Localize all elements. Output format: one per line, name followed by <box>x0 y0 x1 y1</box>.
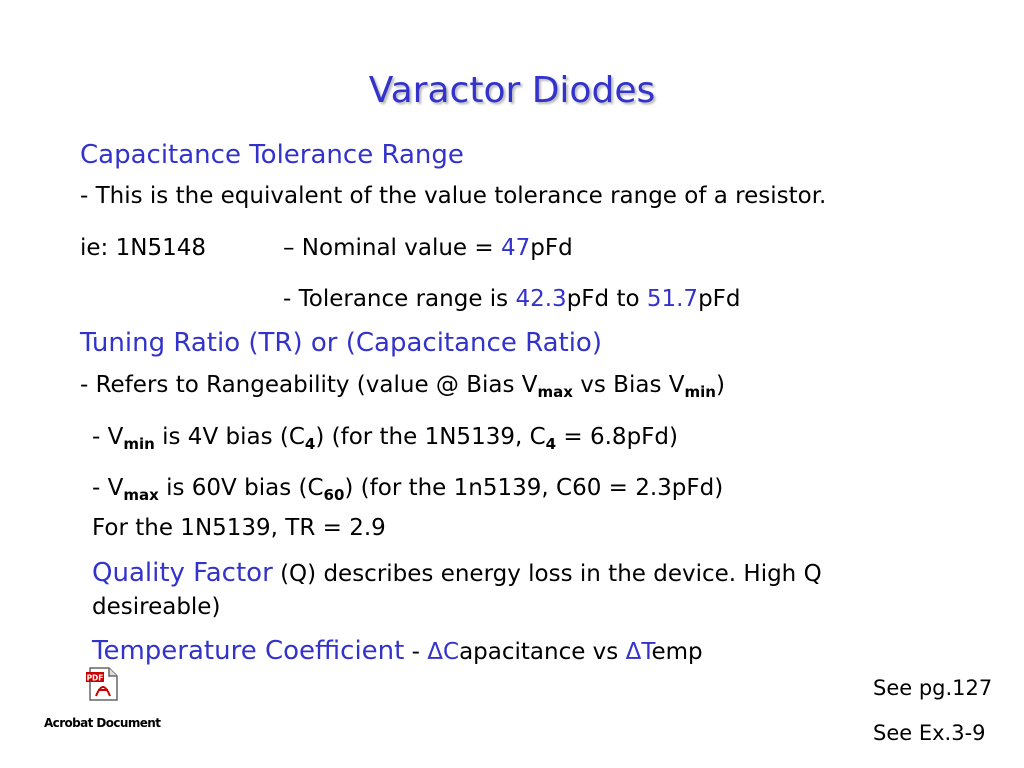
quality-description-continued: desireable) <box>92 594 221 620</box>
vmin-line <box>92 424 678 453</box>
temperature-coefficient-line <box>92 636 703 666</box>
slide-title: Varactor Diodes <box>368 70 656 111</box>
vmin-mid: is 4V bias (C <box>154 424 305 450</box>
example-label: ie: 1N5148 <box>80 235 206 261</box>
temperature-rest: emp <box>651 639 703 665</box>
tolerance-low: 42.3 <box>515 286 567 312</box>
vmax-end: ) (for the 1n5139, C60 = 2.3pFd) <box>344 475 724 501</box>
nominal-value-line <box>283 235 573 261</box>
vmin-prefix: - V <box>92 424 124 450</box>
quality-factor-line <box>92 558 822 588</box>
pdf-document-icon[interactable] <box>84 666 120 702</box>
temperature-coefficient-heading: Temperature Coefficient <box>92 636 405 666</box>
vmax-line <box>92 475 724 504</box>
refers-prefix: - Refers to Rangeability (value @ Bias V <box>80 372 538 398</box>
delta-symbol-capacitance: Δ <box>427 639 443 665</box>
see-page-reference: See pg.127 <box>873 676 993 700</box>
quality-factor-heading: Quality Factor <box>92 558 273 588</box>
tuning-ratio-result: For the 1N5139, TR = 2.9 <box>92 515 386 541</box>
tolerance-mid: pFd to <box>566 286 647 312</box>
refers-end: ) <box>715 372 725 398</box>
temperature-t: T <box>641 639 652 665</box>
refers-mid: vs Bias V <box>572 372 685 398</box>
temperature-dash: - <box>404 639 428 665</box>
nominal-value: 47 <box>500 235 531 261</box>
tuning-ratio-heading: Tuning Ratio (TR) or (Capacitance Ratio) <box>80 328 602 358</box>
capacitance-description: - This is the equivalent of the value tolerance range of a resistor. <box>80 183 827 209</box>
capacitance-heading: Capacitance Tolerance Range <box>80 140 464 170</box>
capacitance-rest: apacitance vs <box>459 639 626 665</box>
vmin-sub: min <box>123 435 155 453</box>
nominal-prefix: – Nominal value = <box>283 235 501 261</box>
pdf-icon-label: PDF <box>86 673 104 683</box>
delta-symbol-temperature: Δ <box>625 639 642 665</box>
vmin-mid2: ) (for the 1N5139, C <box>315 424 546 450</box>
c4-sub-2: 4 <box>545 435 557 453</box>
vmax-subscript: max <box>537 383 573 401</box>
acrobat-document-label[interactable]: Acrobat Document <box>44 716 161 730</box>
vmin-end: = 6.8pFd) <box>556 424 678 450</box>
tolerance-range-line <box>283 286 741 312</box>
quality-description: (Q) describes energy loss in the device. High Q <box>272 561 822 587</box>
c60-sub: 60 <box>323 486 345 504</box>
tolerance-high: 51.7 <box>646 286 699 312</box>
vmax-prefix: - V <box>92 475 124 501</box>
vmax-mid: is 60V bias (C <box>158 475 324 501</box>
vmax-sub: max <box>123 486 159 504</box>
vmin-subscript: min <box>684 383 716 401</box>
capacitance-c: C <box>443 639 460 665</box>
nominal-unit: pFd <box>530 235 573 261</box>
c4-sub: 4 <box>304 435 316 453</box>
tolerance-prefix: - Tolerance range is <box>283 286 516 312</box>
see-example-reference: See Ex.3-9 <box>873 721 986 745</box>
pdf-file-icon <box>84 666 120 702</box>
tolerance-unit: pFd <box>698 286 741 312</box>
rangeability-line <box>80 372 725 401</box>
